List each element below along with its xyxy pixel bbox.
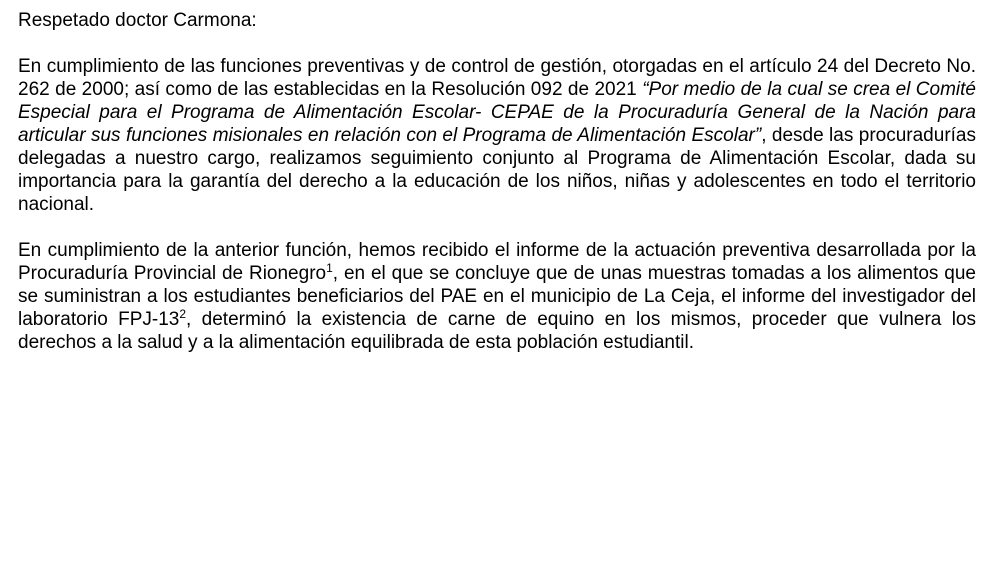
paragraph-2-text-c: , determinó la existencia de carne de equino en los mismos, proceder que vulnera los derechos a la salud y a la alimentación equilibrada de esta población estudiantil. bbox=[18, 309, 976, 353]
paragraph-1 bbox=[18, 55, 976, 216]
salutation: Respetado doctor Carmona: bbox=[18, 10, 257, 31]
footnote-ref-2: 2 bbox=[179, 307, 187, 321]
paragraph-2 bbox=[18, 239, 976, 354]
footnote-ref-1: 1 bbox=[326, 261, 333, 275]
letter-body bbox=[18, 9, 976, 377]
paragraph-1-text-a: En cumplimiento de las funciones preventivas y de control de gestión, otorgadas en el artículo 24 del Decreto No. 262 de 2000; así como de las establecidas en la Resolución 092 de 2021 bbox=[18, 56, 976, 100]
paragraph-2-text-a: En cumplimiento de la anterior función, hemos recibido el informe de la actuación preventiva desarrollada por la Procuraduría Provincial de Rionegro bbox=[18, 240, 976, 284]
paragraph-1-text-b: , desde las procuradurías delegadas a nuestro cargo, realizamos seguimiento conjunto al Programa de Alimentación Escolar, dada su importancia para la garantía del derecho a la educación de los niños, niñas y adolescentes en todo el territorio nacional. bbox=[18, 125, 976, 215]
paragraph-2-text-b: , en el que se concluye que de unas muestras tomadas a los alimentos que se suministran a los estudiantes beneficiarios del PAE en el municipio de La Ceja, el informe del investigador del laboratorio FPJ-13 bbox=[18, 263, 976, 330]
resolution-title-quote: “Por medio de la cual se crea el Comité Especial para el Programa de Alimentación Escolar- CEPAE de la Procuraduría General de la Nación para articular sus funciones misionales en relación con el Programa de Alimentación Escolar” bbox=[18, 79, 976, 146]
